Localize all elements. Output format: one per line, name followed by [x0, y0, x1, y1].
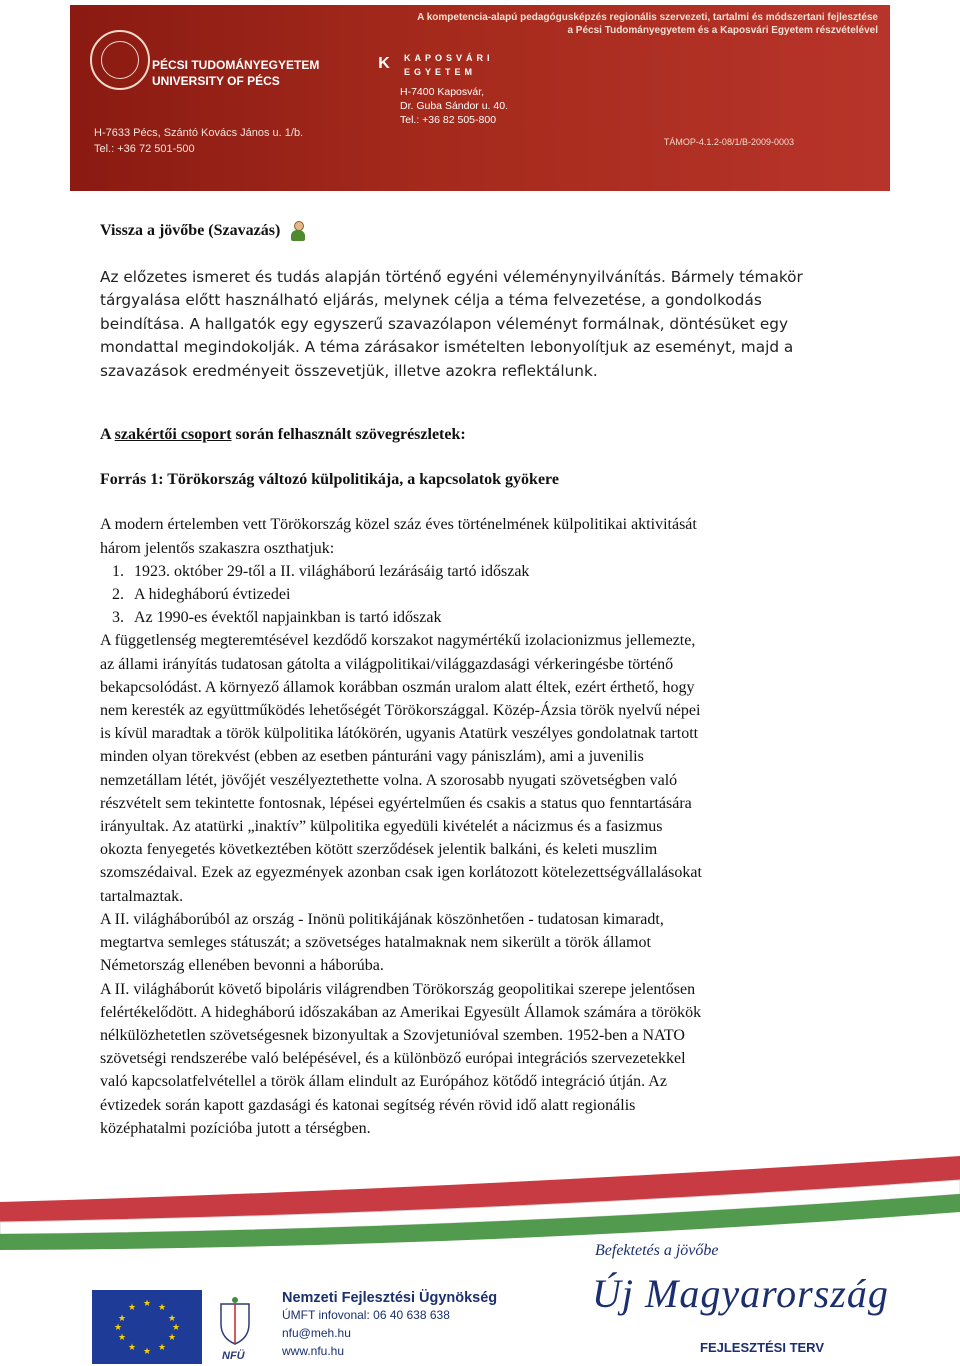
- intro-paragraph: Az előzetes ismeret és tudás alapján történő egyéni véleménynyilvánítás. Bármely témakör tárgyalása előtt használható eljárás, melynek célja a téma felvezetése, a gondolkodás beindítása. A hallgatók egy egyszerű szavazólapon véleményt formálnak, döntésüket egy mondattal megindokolják. A téma zárásakor ismételten lebonyolítjuk az eseményt, majd a szavazások eredményeit összevetjük, illetve azokra reflektálunk.: [100, 268, 803, 380]
- agency-website[interactable]: www.nfu.hu: [282, 1344, 345, 1358]
- body-paragraph: A II. világháborút követő bipoláris világrendben Törökország geopolitikai szerepe jelentősen felértékelődött. A hidegháború időszakában az Amerikai Egyesült Államok számára a törökök nélkülözhetetlen szövetségesnek bizonyultak a Szovjetunióval szemben. 1952-ben a NATO szövetségi rendszerébe való belépésével, és a különböző európai integrációs szervezetekkel való kapcsolatfelvétellel a török állam elindult az Európához kötődő integráció útján. Az évtizedek során kapott gazdasági és katonai segítség révén rövid idő alatt regionális középhatalmi pozícióba jutott a térségben.: [100, 980, 702, 1137]
- nfu-emblem-icon: [218, 1296, 252, 1348]
- header-banner: [70, 5, 890, 191]
- list-item: 3. Az 1990-es évektől napjainkban is tartó időszak: [128, 606, 870, 629]
- underlined-term: szakértői csoport: [114, 426, 232, 444]
- kaposvar-logo-icon: K: [378, 55, 390, 72]
- program-subtitle: FEJLESZTÉSI TERV: [700, 1340, 825, 1355]
- project-code: TÁMOP-4.1.2-08/1/B-2009-0003: [663, 137, 794, 147]
- page-title: [100, 218, 870, 244]
- source-title: Forrás 1: Törökország változó külpolitikája, a kapcsolatok gyökere: [100, 471, 559, 489]
- periods-list: [100, 560, 870, 630]
- section-heading: A szakértői csoport során felhasznált szövegrészletek:: [100, 426, 466, 444]
- person-icon: [290, 220, 306, 242]
- list-item: 2. A hidegháború évtizedei: [128, 583, 870, 606]
- eu-flag-icon: ★ ★ ★ ★ ★ ★ ★ ★ ★ ★ ★ ★: [92, 1290, 202, 1364]
- ke-name: KAPOSVÁRI EGYETEM: [404, 53, 494, 77]
- nfu-label: NFÜ: [222, 1350, 245, 1362]
- pte-address: H-7633 Pécs, Szántó Kovács János u. 1/b. Tel.: +36 72 501-500: [94, 127, 304, 155]
- body-paragraph: A II. világháborúból az ország - Inönü politikájának köszönhetően - tudatosan kimaradt, megtartva semleges státuszát; a szövetséges hatalmaknak nem sikerült a török államot Németország ellenében bevonni a háborúba.: [100, 910, 664, 975]
- pte-name: PÉCSI TUDOMÁNYEGYETEM UNIVERSITY OF PÉCS: [152, 58, 320, 88]
- ke-address: H-7400 Kaposvár, Dr. Guba Sándor u. 40. Tel.: +36 82 505-800: [400, 86, 508, 126]
- body-paragraph: A függetlenség megteremtésével kezdődő korszakot nagymértékű izolacionizmus jellemezte, az állami irányítás tudatosan gátolta a világpolitikai/világgazdasági vérkeringésbe történő bekapcsolódást. A környező államok korábban oszmán uralom alatt éltek, ezért érthető, hogy nem keresték az együttműködés lehetőségét Törökországgal. Közép-Ázsia török nyelvű népei is kívül maradtak a török külpolitika látókörén, ugyanis Atatürk veszélyes gondolatnak tartott minden olyan törekvést (ebben az esetben pánturáni vagy pániszlám), ami a juvenilis nemzetállam létét, jövőjét veszélyeztethette volna. A szorosabb nyugati szövetségben való részvételt sem tekintette fontosnak, lépései egyértelműen és csakis a status quo fenntartására irányultak. Az atatürki „inaktív” külpolitika egyedüli kivételét a nácizmus és a fasizmus okozta fenyegetés következtében kötött szerződések jelentik balkáni, és keleti muszlim szomszédaival. Ezek az egyezmények azonban csak igen korlátozott kötelezettségvállalásokat tartalmaztak.: [100, 632, 702, 905]
- slogan: Befektetés a jövőbe: [595, 1242, 719, 1259]
- agency-email[interactable]: nfu@meh.hu: [282, 1326, 351, 1340]
- document-body: [100, 218, 870, 1140]
- flag-swoosh-graphic: [0, 1150, 960, 1270]
- agency-block: [282, 1290, 497, 1360]
- program-name: Új Magyarország: [592, 1271, 889, 1316]
- university-seal-icon: [90, 30, 150, 90]
- footer: [0, 1150, 960, 1366]
- agency-phone: ÚMFT infovonal: 06 40 638 638: [282, 1308, 450, 1322]
- list-item: 1. 1923. október 29-től a II. világháború lezárásáig tartó időszak: [128, 560, 870, 583]
- title-text: Vissza a jövőbe (Szavazás): [100, 222, 281, 240]
- agency-name: Nemzeti Fejlesztési Ügynökség: [282, 1290, 498, 1306]
- project-tagline: A kompetencia-alapú pedagógusképzés regionális szervezeti, tartalmi és módszertani fejlesztése a Pécsi Tudományegyetem és a Kaposvári Egyetem részvételével: [417, 12, 878, 36]
- lead-paragraph: A modern értelemben vett Törökország közel száz éves történelmének külpolitikai aktivitását három jelentős szakaszra oszthatjuk:: [100, 516, 697, 557]
